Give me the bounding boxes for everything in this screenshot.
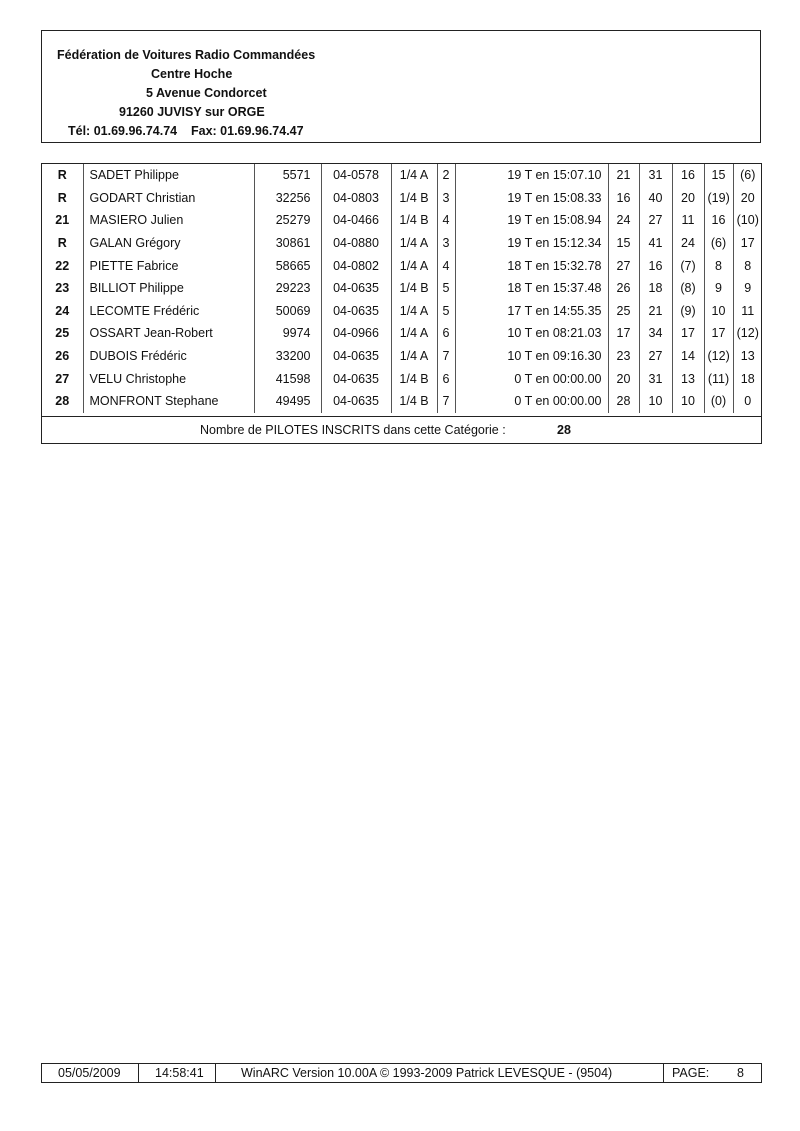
print-date: 05/05/2009 xyxy=(58,1066,121,1080)
driver-number-cell: 49495 xyxy=(254,390,321,413)
rank-cell: 22 xyxy=(55,258,70,273)
page-number: 8 xyxy=(737,1066,744,1080)
driver-number-cell: 41598 xyxy=(254,367,321,390)
score-cell: (11) xyxy=(704,367,733,390)
score-cell: 8 xyxy=(704,254,733,277)
result-cell: 18 T en 15:37.48 xyxy=(455,277,608,300)
score-cell: 27 xyxy=(608,254,639,277)
driver-name-cell: OSSART Jean-Robert xyxy=(83,322,254,345)
score-cell: 27 xyxy=(639,209,672,232)
group-cell: 3 xyxy=(437,232,455,255)
score-cell: 21 xyxy=(639,300,672,323)
score-cell: (19) xyxy=(704,187,733,210)
result-cell: 19 T en 15:08.33 xyxy=(455,187,608,210)
result-cell: 19 T en 15:08.94 xyxy=(455,209,608,232)
score-cell: 8 xyxy=(733,254,762,277)
category-cell: 1/4 B xyxy=(391,277,437,300)
score-cell: (12) xyxy=(704,345,733,368)
license-cell: 04-0635 xyxy=(321,367,391,390)
license-cell: 04-0803 xyxy=(321,187,391,210)
score-cell: 20 xyxy=(733,187,762,210)
score-cell: (9) xyxy=(672,300,704,323)
result-cell: 10 T en 09:16.30 xyxy=(455,345,608,368)
org-street: 5 Avenue Condorcet xyxy=(146,86,267,100)
results-table xyxy=(41,163,762,444)
license-cell: 04-0635 xyxy=(321,277,391,300)
driver-number-cell: 9974 xyxy=(254,322,321,345)
score-cell: 31 xyxy=(639,164,672,187)
driver-name-cell: MONFRONT Stephane xyxy=(83,390,254,413)
rank-cell: 27 xyxy=(55,371,70,386)
category-cell: 1/4 B xyxy=(391,209,437,232)
result-cell: 0 T en 00:00.00 xyxy=(455,390,608,413)
category-cell: 1/4 A xyxy=(391,322,437,345)
score-cell: 16 xyxy=(639,254,672,277)
driver-number-cell: 58665 xyxy=(254,254,321,277)
license-cell: 04-0578 xyxy=(321,164,391,187)
score-cell: 21 xyxy=(608,164,639,187)
driver-number-cell: 33200 xyxy=(254,345,321,368)
table-row xyxy=(42,254,762,277)
table-row xyxy=(42,277,762,300)
score-cell: 15 xyxy=(608,232,639,255)
score-cell: (6) xyxy=(733,164,762,187)
organization-header xyxy=(41,30,761,143)
score-cell: 17 xyxy=(672,322,704,345)
driver-name-cell: BILLIOT Philippe xyxy=(83,277,254,300)
driver-name-cell: SADET Philippe xyxy=(83,164,254,187)
table-row xyxy=(42,390,762,413)
table-row xyxy=(42,209,762,232)
score-cell: (7) xyxy=(672,254,704,277)
result-cell: 18 T en 15:32.78 xyxy=(455,254,608,277)
score-cell: 26 xyxy=(608,277,639,300)
rank-cell: R xyxy=(57,236,67,251)
driver-name-cell: MASIERO Julien xyxy=(83,209,254,232)
driver-name-cell: DUBOIS Frédéric xyxy=(83,345,254,368)
score-cell: (12) xyxy=(733,322,762,345)
score-cell: 14 xyxy=(672,345,704,368)
rank-cell: R xyxy=(57,190,67,205)
summary-count: 28 xyxy=(557,423,571,437)
score-cell: (8) xyxy=(672,277,704,300)
org-city: 91260 JUVISY sur ORGE xyxy=(119,105,265,119)
score-cell: 28 xyxy=(608,390,639,413)
score-cell: 25 xyxy=(608,300,639,323)
score-cell: 16 xyxy=(704,209,733,232)
table-row xyxy=(42,322,762,345)
rank-cell: 21 xyxy=(55,213,70,228)
score-cell: (6) xyxy=(704,232,733,255)
score-cell: 23 xyxy=(608,345,639,368)
group-cell: 6 xyxy=(437,367,455,390)
rank-cell: 28 xyxy=(55,394,70,409)
result-cell: 19 T en 15:07.10 xyxy=(455,164,608,187)
footer-divider xyxy=(138,1064,139,1082)
driver-number-cell: 30861 xyxy=(254,232,321,255)
table-row xyxy=(42,367,762,390)
group-cell: 3 xyxy=(437,187,455,210)
score-cell: 11 xyxy=(733,300,762,323)
score-cell: 9 xyxy=(733,277,762,300)
driver-number-cell: 50069 xyxy=(254,300,321,323)
score-cell: 24 xyxy=(608,209,639,232)
rank-cell: R xyxy=(57,168,67,183)
category-cell: 1/4 B xyxy=(391,187,437,210)
score-cell: 24 xyxy=(672,232,704,255)
score-cell: 41 xyxy=(639,232,672,255)
org-phone-fax: Tél: 01.69.96.74.74 Fax: 01.69.96.74.47 xyxy=(68,124,304,138)
driver-name-cell: GODART Christian xyxy=(83,187,254,210)
score-cell: 20 xyxy=(672,187,704,210)
score-cell: 10 xyxy=(672,390,704,413)
result-cell: 0 T en 00:00.00 xyxy=(455,367,608,390)
license-cell: 04-0635 xyxy=(321,390,391,413)
rank-cell: 26 xyxy=(55,349,70,364)
org-center: Centre Hoche xyxy=(151,67,233,81)
score-cell: 20 xyxy=(608,367,639,390)
score-cell: 31 xyxy=(639,367,672,390)
category-cell: 1/4 B xyxy=(391,390,437,413)
driver-name-cell: LECOMTE Frédéric xyxy=(83,300,254,323)
footer-divider xyxy=(663,1064,664,1082)
score-cell: 17 xyxy=(608,322,639,345)
group-cell: 2 xyxy=(437,164,455,187)
score-cell: (0) xyxy=(704,390,733,413)
summary-line xyxy=(42,416,761,445)
score-cell: 9 xyxy=(704,277,733,300)
driver-number-cell: 29223 xyxy=(254,277,321,300)
table-row xyxy=(42,345,762,368)
score-cell: 13 xyxy=(733,345,762,368)
driver-name-cell: VELU Christophe xyxy=(83,367,254,390)
group-cell: 4 xyxy=(437,209,455,232)
group-cell: 5 xyxy=(437,277,455,300)
score-cell: 10 xyxy=(704,300,733,323)
category-cell: 1/4 A xyxy=(391,232,437,255)
license-cell: 04-0635 xyxy=(321,300,391,323)
score-cell: 11 xyxy=(672,209,704,232)
category-cell: 1/4 A xyxy=(391,164,437,187)
category-cell: 1/4 A xyxy=(391,300,437,323)
score-cell: (10) xyxy=(733,209,762,232)
rank-cell: 24 xyxy=(55,303,70,318)
table-row xyxy=(42,164,762,187)
score-cell: 18 xyxy=(733,367,762,390)
category-cell: 1/4 B xyxy=(391,367,437,390)
score-cell: 27 xyxy=(639,345,672,368)
result-cell: 17 T en 14:55.35 xyxy=(455,300,608,323)
print-time: 14:58:41 xyxy=(155,1066,204,1080)
group-cell: 4 xyxy=(437,254,455,277)
page-label: PAGE: xyxy=(672,1066,710,1080)
score-cell: 40 xyxy=(639,187,672,210)
table-row xyxy=(42,187,762,210)
table-row xyxy=(42,232,762,255)
score-cell: 17 xyxy=(733,232,762,255)
rank-cell: 23 xyxy=(55,281,70,296)
score-cell: 18 xyxy=(639,277,672,300)
score-cell: 0 xyxy=(733,390,762,413)
driver-number-cell: 5571 xyxy=(254,164,321,187)
driver-name-cell: PIETTE Fabrice xyxy=(83,254,254,277)
license-cell: 04-0880 xyxy=(321,232,391,255)
group-cell: 7 xyxy=(437,345,455,368)
score-cell: 15 xyxy=(704,164,733,187)
print-footer xyxy=(41,1063,762,1083)
score-cell: 13 xyxy=(672,367,704,390)
software-credit: WinARC Version 10.00A © 1993-2009 Patrick LEVESQUE - (9504) xyxy=(241,1066,613,1080)
score-cell: 16 xyxy=(672,164,704,187)
table-row xyxy=(42,300,762,323)
license-cell: 04-0802 xyxy=(321,254,391,277)
result-cell: 19 T en 15:12.34 xyxy=(455,232,608,255)
summary-label: Nombre de PILOTES INSCRITS dans cette Catégorie : xyxy=(200,423,506,437)
group-cell: 7 xyxy=(437,390,455,413)
category-cell: 1/4 A xyxy=(391,345,437,368)
score-cell: 17 xyxy=(704,322,733,345)
group-cell: 5 xyxy=(437,300,455,323)
result-cell: 10 T en 08:21.03 xyxy=(455,322,608,345)
score-cell: 16 xyxy=(608,187,639,210)
license-cell: 04-0966 xyxy=(321,322,391,345)
footer-divider xyxy=(215,1064,216,1082)
org-name: Fédération de Voitures Radio Commandées xyxy=(57,48,316,62)
rank-cell: 25 xyxy=(55,326,70,341)
category-cell: 1/4 A xyxy=(391,254,437,277)
score-cell: 10 xyxy=(639,390,672,413)
license-cell: 04-0635 xyxy=(321,345,391,368)
score-cell: 34 xyxy=(639,322,672,345)
driver-name-cell: GALAN Grégory xyxy=(83,232,254,255)
driver-number-cell: 32256 xyxy=(254,187,321,210)
license-cell: 04-0466 xyxy=(321,209,391,232)
group-cell: 6 xyxy=(437,322,455,345)
driver-number-cell: 25279 xyxy=(254,209,321,232)
